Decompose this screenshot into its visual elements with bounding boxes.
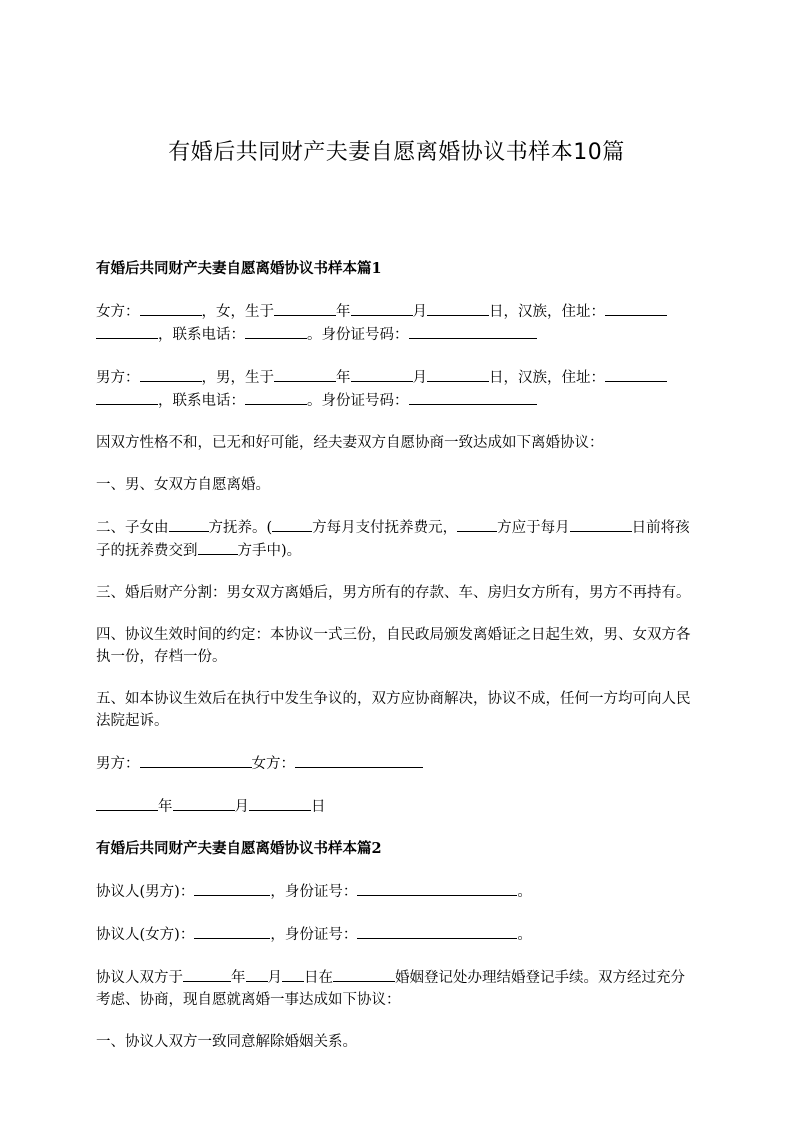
male-label: 男方： — [96, 370, 140, 386]
female-gender-born: ，女，生于 — [201, 304, 274, 320]
female-id-blank — [409, 323, 537, 339]
male-signature-blank — [140, 752, 252, 768]
clause-2-text-1: 二、子女由 — [96, 520, 169, 536]
party-male-end: 。 — [517, 884, 532, 900]
male-id-blank — [409, 389, 537, 405]
female-phone-blank — [245, 323, 307, 339]
female-signature-label: 女方： — [251, 756, 295, 772]
year-label: 年 — [336, 370, 351, 386]
clause-3: 三、婚后财产分割：男女双方离婚后，男方所有的存款、车、房归女方所有，男方不再持有。 — [96, 585, 691, 601]
party-male-label: 协议人(男方)： — [96, 884, 195, 900]
date-day-label: 日 — [311, 799, 326, 815]
month-label: 月 — [412, 370, 427, 386]
party-female-id-blank — [357, 923, 517, 939]
signature-line — [96, 752, 696, 775]
registry-office-blank — [333, 966, 395, 982]
clause-2-text-4: 方应于每月 — [497, 520, 570, 536]
clause-2-text-3: 方每月支付抚养费元， — [312, 520, 458, 536]
male-gender-born: ，男，生于 — [201, 370, 274, 386]
party-female-id-label: ，身份证号： — [270, 927, 358, 943]
female-label: 女方： — [96, 304, 140, 320]
pay-day-blank — [570, 516, 632, 532]
date-year-blank — [96, 795, 158, 811]
year-label: 年 — [336, 304, 351, 320]
party-male-id-blank — [357, 880, 517, 896]
marriage-reg-text-1: 协议人双方于 — [96, 970, 183, 986]
clause-4: 四、协议生效时间的约定：本协议一式三份，自民政局颁发离婚证之日起生效，男、女双方各执一份，存档一份。 — [96, 627, 691, 665]
female-birth-year-blank — [274, 300, 336, 316]
marriage-year-blank — [183, 966, 231, 982]
male-address-blank-2 — [96, 389, 158, 405]
party-male-name-blank — [194, 880, 270, 896]
ethnicity-address-label: 日，汉族，住址： — [489, 304, 605, 320]
party-male-id-label: ，身份证号： — [270, 884, 358, 900]
document-title: 有婚后共同财产夫妻自愿离婚协议书样本10篇 — [168, 140, 625, 165]
phone-label: ，联系电话： — [158, 327, 245, 343]
female-address-blank-2 — [96, 323, 158, 339]
phone-label: ，联系电话： — [158, 393, 245, 409]
clause-2-text-6: 方手中)。 — [237, 543, 302, 559]
clause-2 — [96, 516, 696, 562]
id-label: 。身份证号码： — [307, 393, 409, 409]
section-2-heading: 有婚后共同财产夫妻自愿离婚协议书样本篇2 — [96, 840, 382, 857]
date-year-label: 年 — [158, 799, 173, 815]
marriage-reg-text-2: 婚姻登记处办理结婚登记手续。双方经过充分考虑、协商，现自愿就离婚一事达成如下协议： — [96, 970, 685, 1008]
document-body — [96, 258, 696, 1053]
receiver-party-blank — [198, 539, 238, 555]
party-female-line — [96, 923, 696, 946]
clause-2-text-5: 日前将孩子的抚养费交到 — [96, 520, 690, 559]
male-birth-month-blank — [351, 366, 413, 382]
female-name-blank — [140, 300, 202, 316]
female-birth-day-blank — [427, 300, 489, 316]
intro-paragraph: 因双方性格不和，已无和好可能，经夫妻双方自愿协商一致达成如下离婚协议： — [96, 435, 604, 451]
date-month-blank — [173, 795, 235, 811]
date-month-label: 月 — [234, 799, 249, 815]
male-birth-year-blank — [274, 366, 336, 382]
payer-party-blank — [272, 516, 312, 532]
date-day-blank — [249, 795, 311, 811]
marriage-month-blank — [246, 966, 268, 982]
id-label: 。身份证号码： — [307, 327, 409, 343]
custody-party-blank — [169, 516, 209, 532]
male-signature-label: 男方： — [96, 756, 140, 772]
marriage-day-blank — [282, 966, 304, 982]
female-party-line — [96, 300, 696, 346]
male-address-blank-1 — [605, 366, 667, 382]
month-label: 月 — [412, 304, 427, 320]
marriage-registration-paragraph — [96, 966, 696, 1011]
ethnicity-address-label: 日，汉族，住址： — [489, 370, 605, 386]
section-1-heading: 有婚后共同财产夫妻自愿离婚协议书样本篇1 — [96, 260, 382, 277]
clause-5: 五、如本协议生效后在执行中发生争议的，双方应协商解决，协议不成，任何一方均可向人民法院起诉。 — [96, 691, 691, 729]
male-name-blank — [140, 366, 202, 382]
male-phone-blank — [245, 389, 307, 405]
female-signature-blank — [295, 752, 423, 768]
female-birth-month-blank — [351, 300, 413, 316]
party-female-name-blank — [194, 923, 270, 939]
marriage-month-label: 月 — [267, 970, 282, 986]
marriage-day-label: 日在 — [304, 970, 333, 986]
party-female-label: 协议人(女方)： — [96, 927, 195, 943]
clause-1: 一、男、女双方自愿离婚。 — [96, 477, 270, 493]
female-address-blank-1 — [605, 300, 667, 316]
marriage-year-label: 年 — [231, 970, 246, 986]
pay-party-blank — [457, 516, 497, 532]
section-2-clause-1: 一、协议人双方一致同意解除婚姻关系。 — [96, 1034, 357, 1050]
clause-2-text-2: 方抚养。( — [208, 520, 273, 536]
male-party-line — [96, 366, 696, 412]
date-line — [96, 795, 696, 818]
party-male-line — [96, 880, 696, 903]
male-birth-day-blank — [427, 366, 489, 382]
party-female-end: 。 — [517, 927, 532, 943]
